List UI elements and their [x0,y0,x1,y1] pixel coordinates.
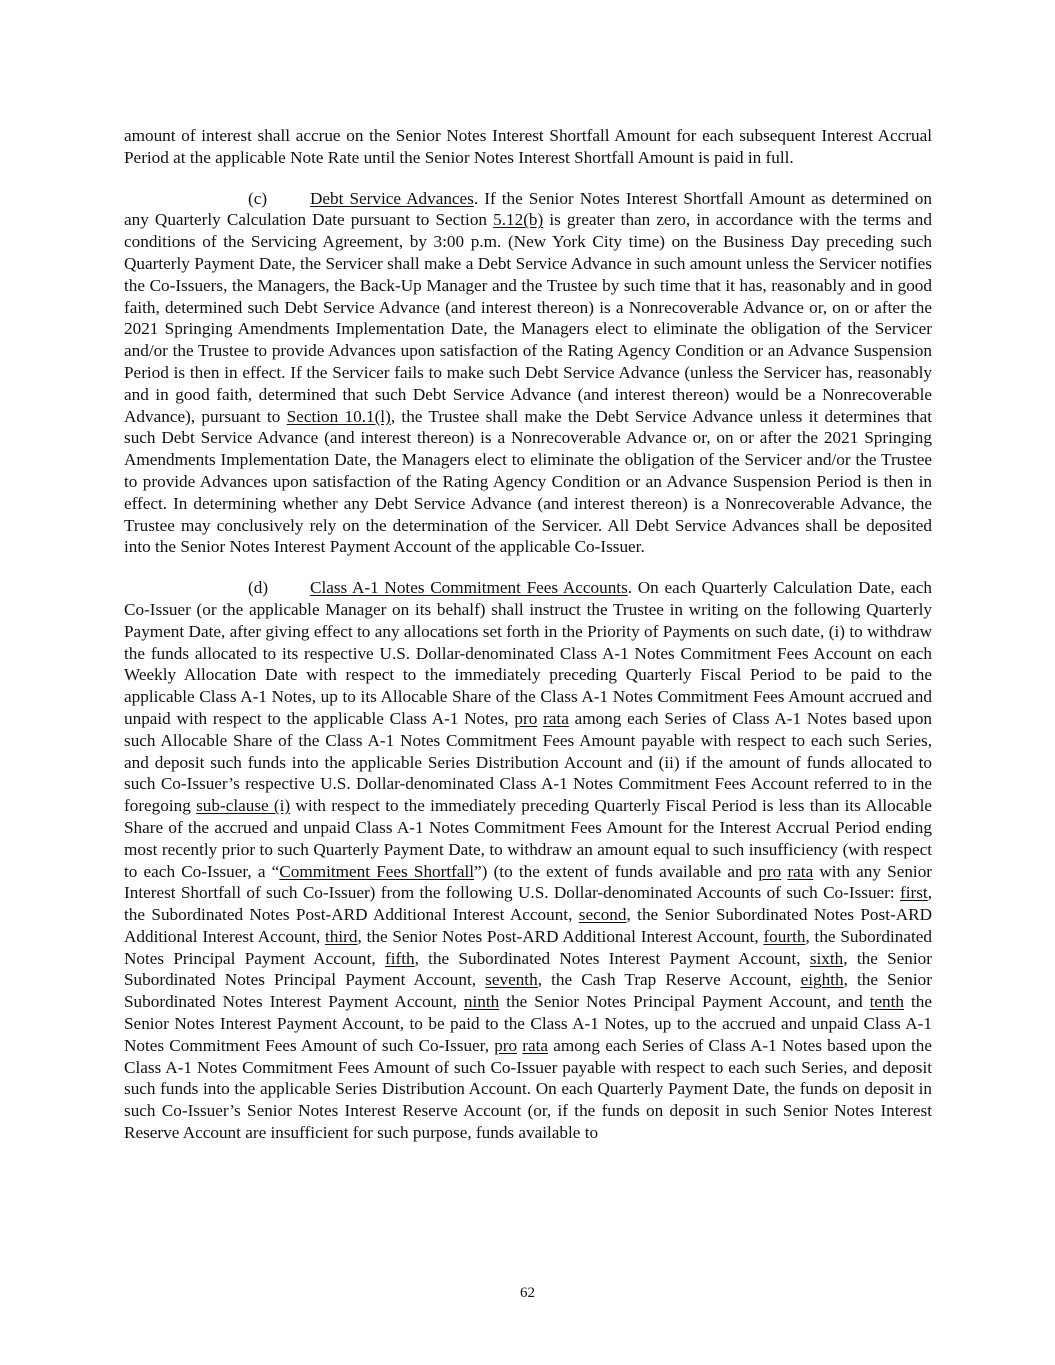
sub-clause-ref: sub-clause (i) [196,796,291,816]
defined-term: Commitment Fees Shortfall [279,861,475,881]
text: , the Subordinated Notes Post-ARD Additional Interest Account, [124,883,932,925]
ordinal-third: third [325,926,358,946]
text: , the Subordinated Notes Interest Payment Account, [414,948,810,968]
term-rata: rata [787,861,814,881]
ordinal-first: first [900,883,928,903]
text: among each Series of Class A-1 Notes based upon such Allocable Share of the Class A-1 Notes Commitment Fees Amount payable with respect to each such Series, and deposit such funds into the applicable Series Distribution Account and (ii) if the amount of funds allocated to such Co-Issuer’s respective U.S. Dollar-denominated Class A-1 Notes Commitment Fees Account referred to in the foregoing [124,708,933,816]
text: , the Senior Subordinated Notes Post-ARD Additional Interest Account, [124,905,932,946]
text: among each Series of Class A-1 Notes based upon the Class A-1 Notes Commitment Fees Amount of such Co-Issuer payable with respect to each such Series, and deposit such funds into the applicable Series Distribution Account. On each Quarterly Payment Date, the funds on deposit in such Co-Issuer’s Senior Notes Interest Reserve Account (or, if the funds on deposit in such Senior Notes Interest Reserve Account are insufficient for such purpose, funds available to [124,1035,933,1143]
heading-debt-service-advances: Debt Service Advances [310,188,474,208]
ordinal-fourth: fourth [763,926,806,946]
heading-commitment-fees-accounts: Class A-1 Notes Commitment Fees Accounts [310,578,628,598]
ordinal-ninth: ninth [463,992,500,1012]
text: with respect to the immediately preceding Quarterly Fiscal Period is less than its Allocable Share of the accrued and unpaid Class A-1 Notes Commitment Fees Amount for the Interest Accrual Period ending most recently prior to such Quarterly Payment Date, to withdraw an amount equal to such insufficiency (with respect to each Co-Issuer, a “ [124,796,932,881]
ordinal-tenth: tenth [869,992,905,1012]
term-pro: pro [758,861,782,881]
paragraph-c [124,188,932,559]
ordinal-fifth: fifth [384,948,415,968]
term-pro: pro [494,1035,518,1055]
text: with any Senior Interest Shortfall of such Co-Issuer) from the following U.S. Dollar-denominated Accounts of such Co-Issuer: [124,861,933,903]
ordinal-eighth: eighth [800,970,844,990]
text: . If the Senior Notes Interest Shortfall Amount as determined on any Quarterly Calculation Date pursuant to Section [124,188,932,230]
term-rata: rata [543,708,569,728]
ordinal-second: second [578,905,627,925]
text: is greater than zero, in accordance with the terms and conditions of the Servicing Agreement, by 3:00 p.m. (New York City time) on the Business Day preceding such Quarterly Payment Date, the Servicer shall make a Debt Service Advance in such amount unless the Servicer notifies the Co-Issuers, the Managers, the Back-Up Manager and the Trustee by such time that it has, reasonably and in good faith, determined such Debt Service Advance (and interest thereon) is a Nonrecoverable Advance or, on or after the 2021 Springing Amendments Implementation Date, the Managers elect to eliminate the obligation of the Servicer and/or the Trustee to provide Advances upon satisfaction of the Rating Agency Condition or an Advance Suspension Period is then in effect. If the Servicer fails to make such Debt Service Advance (unless the Servicer has, reasonably and in good faith, determined that such Debt Service Advance (and interest thereon) would be a Nonrecoverable Advance), pursuant to [124,210,932,426]
text: , the Subordinated Notes Principal Payment Account, [124,926,932,968]
text: the Senior Notes Principal Payment Account, and [499,992,870,1012]
clause-label-d: (d) [248,578,269,598]
clause-label-c: (c) [248,188,268,208]
text: , the Senior Subordinated Notes Principal Payment Account, [124,948,932,990]
page-number: 62 [520,1285,535,1301]
paragraph-d [124,577,932,1144]
text: the Senior Notes Interest Payment Account, to be paid to the Class A-1 Notes, up to the accrued and unpaid Class A-1 Notes Commitment Fees Amount of such Co-Issuer, [124,992,933,1055]
section-ref: 5.12(b) [493,210,544,230]
text: . On each Quarterly Calculation Date, each Co-Issuer (or the applicable Manager on its behalf) shall instruct the Trustee in writing on the following Quarterly Payment Date, after giving effect to any allocations set forth in the Priority of Payments on such date, (i) to withdraw the funds allocated to its respective U.S. Dollar-denominated Class A-1 Notes Commitment Fees Account on each Weekly Allocation Date with respect to the immediately preceding Quarterly Fiscal Period to be paid to the applicable Class A-1 Notes, up to its Allocable Share of the Class A-1 Notes Commitment Fees Amount accrued and unpaid with respect to the applicable Class A-1 Notes, [124,578,932,728]
document-page [124,125,932,1144]
text: , the Senior Subordinated Notes Interest Payment Account, [124,970,932,1012]
text: , the Senior Notes Post-ARD Additional Interest Account, [357,926,764,946]
ordinal-seventh: seventh [485,970,538,990]
term-pro: pro [514,708,538,728]
text: ”) (to the extent of funds available and [474,861,759,881]
text: , the Trustee shall make the Debt Service Advance unless it determines that such Debt Service Advance (and interest thereon) is a Nonrecoverable Advance or, on or after the 2021 Springing Amendments Implementation Date, the Managers elect to eliminate the obligation of the Servicer and/or the Trustee to provide Advances upon satisfaction of the Rating Agency Condition or an Advance Suspension Period is then in effect. In determining whether any Debt Service Advance (and interest thereon) is a Nonrecoverable Advance, the Trustee may conclusively rely on the determination of the Servicer. All Debt Service Advances shall be deposited into the Senior Notes Interest Payment Account of the applicable Co-Issuer. [124,406,933,557]
text: , the Cash Trap Reserve Account, [537,970,801,990]
paragraph-continuation: amount of interest shall accrue on the Senior Notes Interest Shortfall Amount for each subsequent Interest Accrual Period at the applicable Note Rate until the Senior Notes Interest Shortfall Amount is paid in full. [124,126,932,167]
section-ref: Section 10.1(l) [286,406,391,426]
term-rata: rata [522,1035,549,1055]
ordinal-sixth: sixth [809,948,844,968]
